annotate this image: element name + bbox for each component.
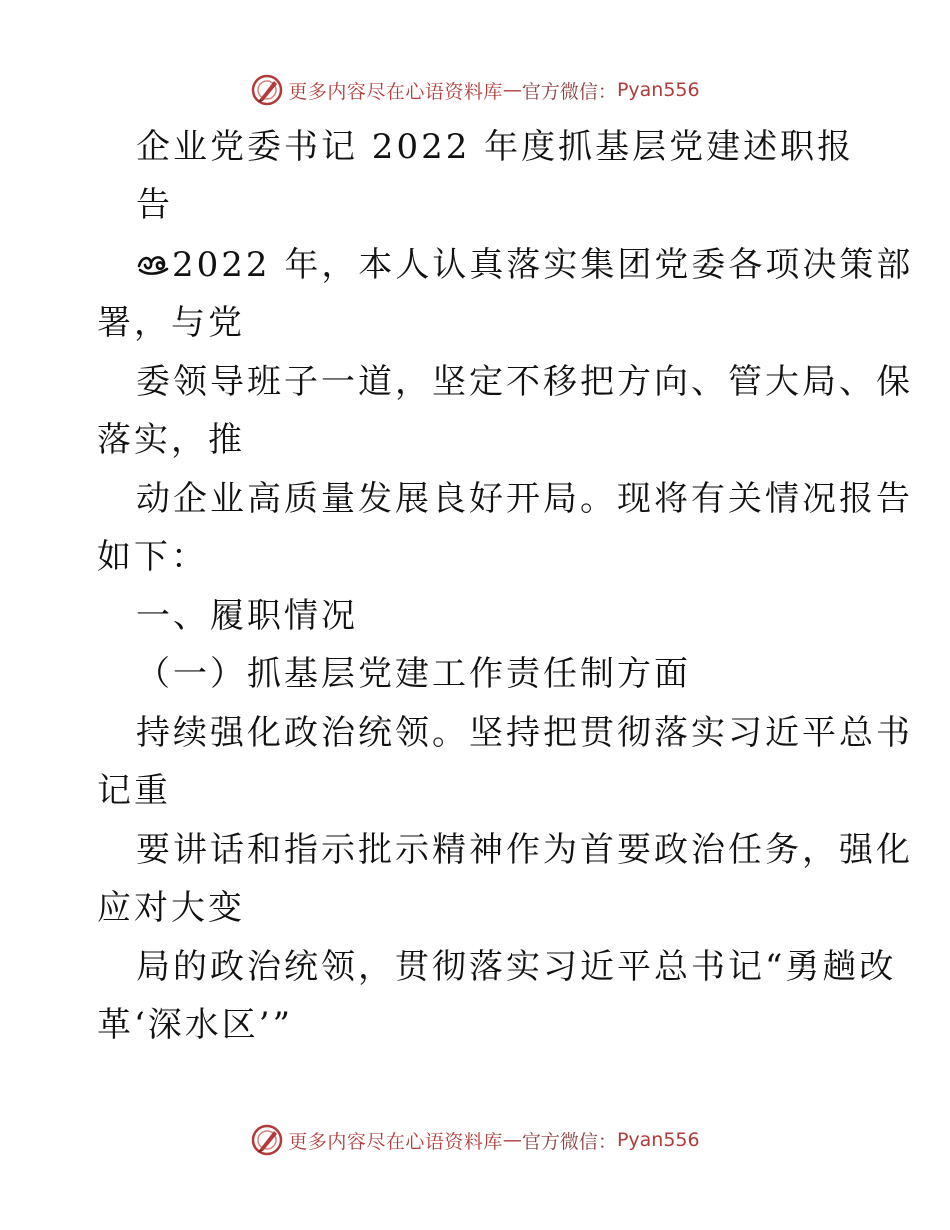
paragraph-line: 革‘深水区’” — [97, 1005, 293, 1045]
watermark-brand: 更多内容尽在心语资料库 — [288, 1130, 503, 1153]
paragraph-line: 要讲话和指示批示精神作为首要政治任务，强化 — [136, 830, 913, 870]
watermark-official-label: 官方微信： — [521, 1130, 617, 1153]
watermark-wechat-id: Pyan556 — [616, 1129, 700, 1151]
paragraph-line — [136, 245, 913, 285]
paragraph-line: 记重 — [97, 771, 171, 811]
paragraph-line: 应对大变 — [97, 888, 245, 928]
paragraph-line: 委领导班子一道，坚定不移把方向、管大局、保 — [136, 362, 913, 402]
document-title-line-2: 告 — [136, 185, 173, 225]
footer-watermark — [0, 1120, 950, 1160]
paragraph-line: 动企业高质量发展良好开局。现将有关情况报告 — [136, 479, 913, 519]
header-watermark — [0, 70, 950, 110]
pen-logo-icon — [250, 1123, 284, 1157]
decorative-swirl-icon — [136, 250, 170, 278]
document-title-line-1: 企业党委书记 2022 年度抓基层党建述职报 — [136, 127, 855, 167]
paragraph-line: 落实，推 — [97, 420, 245, 460]
watermark-brand: 更多内容尽在心语资料库 — [288, 80, 503, 103]
subsection-heading: （一）抓基层党建工作责任制方面 — [136, 654, 691, 694]
paragraph-line: 局的政治统领，贯彻落实习近平总书记“勇趟改 — [136, 947, 897, 987]
watermark-separator: — — [502, 1129, 522, 1151]
paragraph-line: 持续强化政治统领。坚持把贯彻落实习近平总书 — [136, 713, 913, 753]
watermark-separator: — — [502, 79, 522, 101]
pen-logo-icon — [250, 73, 284, 107]
section-heading: 一、履职情况 — [136, 596, 358, 636]
paragraph-line: 署，与党 — [97, 303, 245, 343]
paragraph-line-text: 2022 年，本人认真落实集团党委各项决策部 — [172, 245, 914, 285]
watermark-wechat-id: Pyan556 — [616, 79, 700, 101]
paragraph-line: 如下： — [97, 537, 208, 577]
watermark-official-label: 官方微信： — [521, 80, 617, 103]
